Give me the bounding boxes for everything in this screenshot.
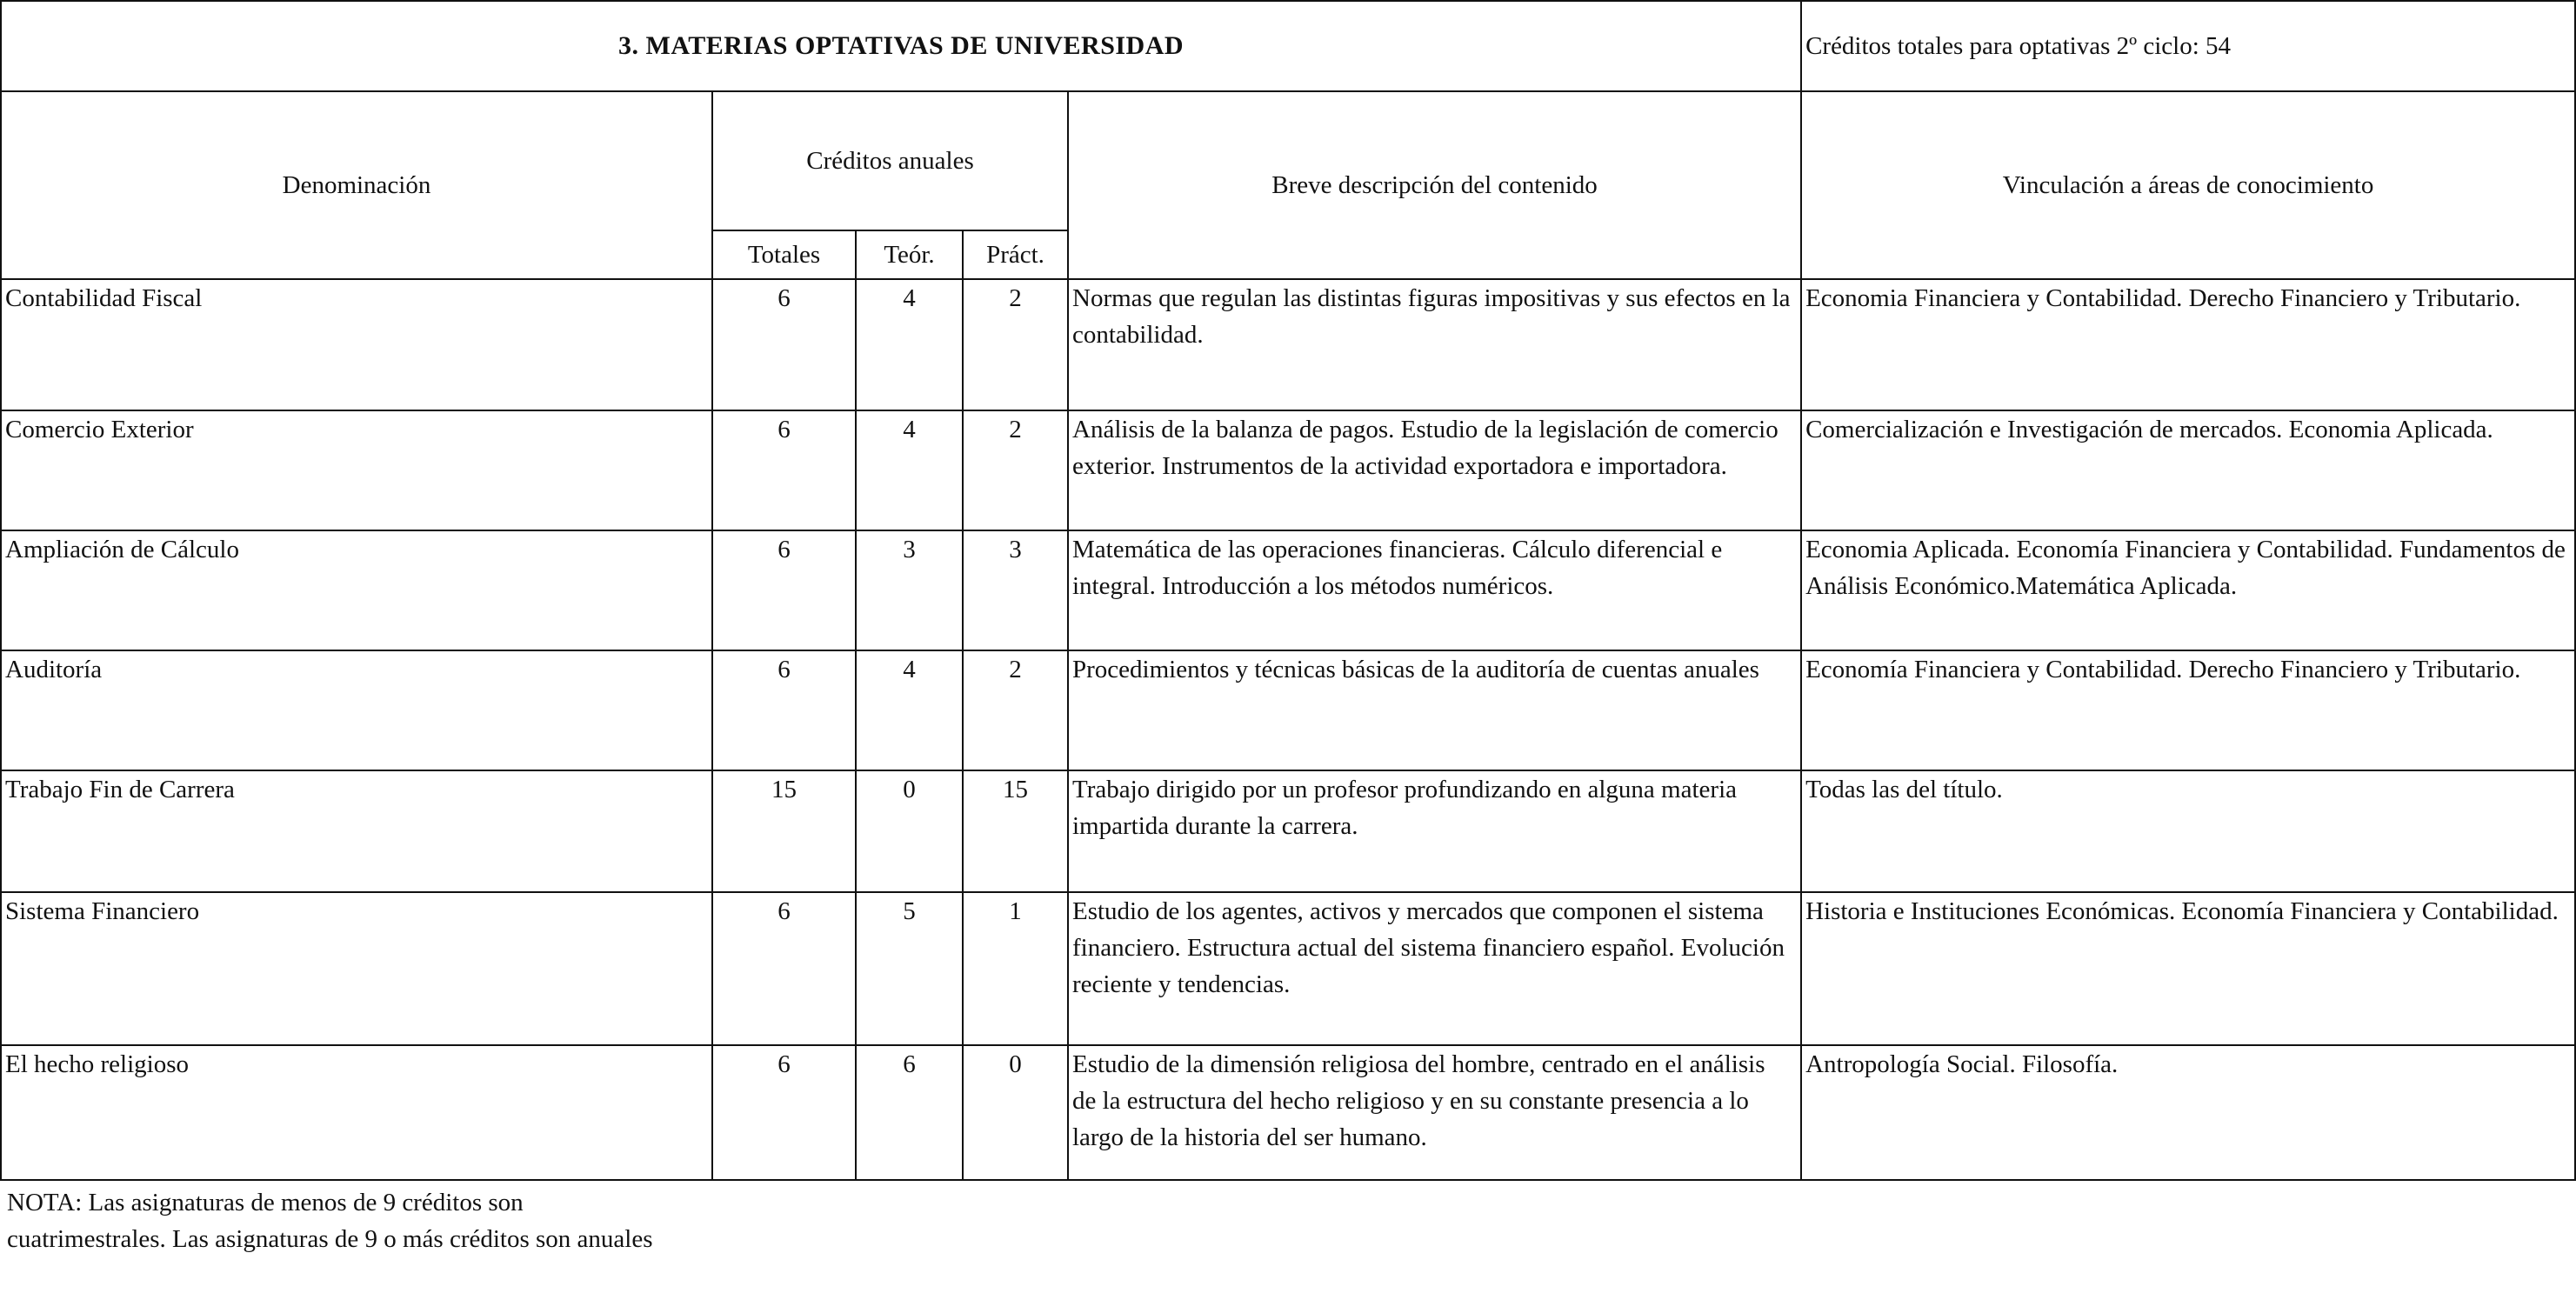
subject-description: Estudio de la dimensión religiosa del hombre, centrado en el análisis de la estructura del hecho religioso y en su constante presencia a lo largo de la historia del ser humano. xyxy=(1068,1045,1801,1180)
subject-description: Análisis de la balanza de pagos. Estudio de la legislación de comercio exterior. Instrumentos de la actividad exportadora e importadora. xyxy=(1068,410,1801,530)
subject-name: El hecho religioso xyxy=(1,1045,712,1180)
credits-totales: 6 xyxy=(712,410,856,530)
subject-areas: Economía Financiera y Contabilidad. Derecho Financiero y Tributario. xyxy=(1801,650,2575,770)
credits-teor: 3 xyxy=(856,530,963,650)
section-title: 3. MATERIAS OPTATIVAS DE UNIVERSIDAD xyxy=(1,1,1801,91)
footnote: NOTA: Las asignaturas de menos de 9 créditos son cuatrimestrales. Las asignaturas de 9 o más créditos son anuales xyxy=(7,1189,653,1253)
col-header-vinculacion: Vinculación a áreas de conocimiento xyxy=(1801,91,2575,279)
subject-description: Procedimientos y técnicas básicas de la auditoría de cuentas anuales xyxy=(1068,650,1801,770)
credits-pract: 15 xyxy=(963,770,1068,892)
credits-totales: 6 xyxy=(712,892,856,1045)
subject-description: Trabajo dirigido por un profesor profundizando en alguna materia impartida durante la carrera. xyxy=(1068,770,1801,892)
subject-areas: Antropología Social. Filosofía. xyxy=(1801,1045,2575,1180)
subject-name: Sistema Financiero xyxy=(1,892,712,1045)
subject-description: Matemática de las operaciones financieras. Cálculo diferencial e integral. Introducción a los métodos numéricos. xyxy=(1068,530,1801,650)
credits-teor: 4 xyxy=(856,410,963,530)
subject-areas: Economia Aplicada. Economía Financiera y Contabilidad. Fundamentos de Análisis Económico.Matemática Aplicada. xyxy=(1801,530,2575,650)
table-row xyxy=(1,410,2575,530)
header-row xyxy=(1,91,2575,230)
subject-name: Comercio Exterior xyxy=(1,410,712,530)
col-header-creditos: Créditos anuales xyxy=(712,91,1068,230)
table-row xyxy=(1,1045,2575,1180)
col-header-totales: Totales xyxy=(712,230,856,279)
table-row xyxy=(1,279,2575,410)
subject-name: Auditoría xyxy=(1,650,712,770)
credits-pract: 2 xyxy=(963,410,1068,530)
total-credits-label: Créditos totales para optativas 2º ciclo: 54 xyxy=(1801,1,2575,91)
credits-pract: 3 xyxy=(963,530,1068,650)
credits-totales: 6 xyxy=(712,279,856,410)
subject-name: Contabilidad Fiscal xyxy=(1,279,712,410)
subject-name: Trabajo Fin de Carrera xyxy=(1,770,712,892)
credits-totales: 6 xyxy=(712,530,856,650)
credits-pract: 1 xyxy=(963,892,1068,1045)
credits-pract: 2 xyxy=(963,279,1068,410)
subject-areas: Economia Financiera y Contabilidad. Derecho Financiero y Tributario. xyxy=(1801,279,2575,410)
credits-totales: 15 xyxy=(712,770,856,892)
col-header-teor: Teór. xyxy=(856,230,963,279)
credits-totales: 6 xyxy=(712,1045,856,1180)
subject-areas: Historia e Instituciones Económicas. Economía Financiera y Contabilidad. xyxy=(1801,892,2575,1045)
credits-teor: 6 xyxy=(856,1045,963,1180)
table-row xyxy=(1,650,2575,770)
title-row xyxy=(1,1,2575,91)
credits-pract: 0 xyxy=(963,1045,1068,1180)
table-row xyxy=(1,770,2575,892)
credits-teor: 5 xyxy=(856,892,963,1045)
subject-description: Normas que regulan las distintas figuras impositivas y sus efectos en la contabilidad. xyxy=(1068,279,1801,410)
credits-totales: 6 xyxy=(712,650,856,770)
credits-teor: 4 xyxy=(856,279,963,410)
col-header-descripcion: Breve descripción del contenido xyxy=(1068,91,1801,279)
credits-teor: 0 xyxy=(856,770,963,892)
table-row xyxy=(1,892,2575,1045)
credits-teor: 4 xyxy=(856,650,963,770)
col-header-pract: Práct. xyxy=(963,230,1068,279)
subject-areas: Todas las del título. xyxy=(1801,770,2575,892)
col-header-denominacion: Denominación xyxy=(1,91,712,279)
subject-name: Ampliación de Cálculo xyxy=(1,530,712,650)
subject-areas: Comercialización e Investigación de mercados. Economia Aplicada. xyxy=(1801,410,2575,530)
table-row xyxy=(1,530,2575,650)
credits-pract: 2 xyxy=(963,650,1068,770)
subject-description: Estudio de los agentes, activos y mercados que componen el sistema financiero. Estructura actual del sistema financiero español. Evolución reciente y tendencias. xyxy=(1068,892,1801,1045)
